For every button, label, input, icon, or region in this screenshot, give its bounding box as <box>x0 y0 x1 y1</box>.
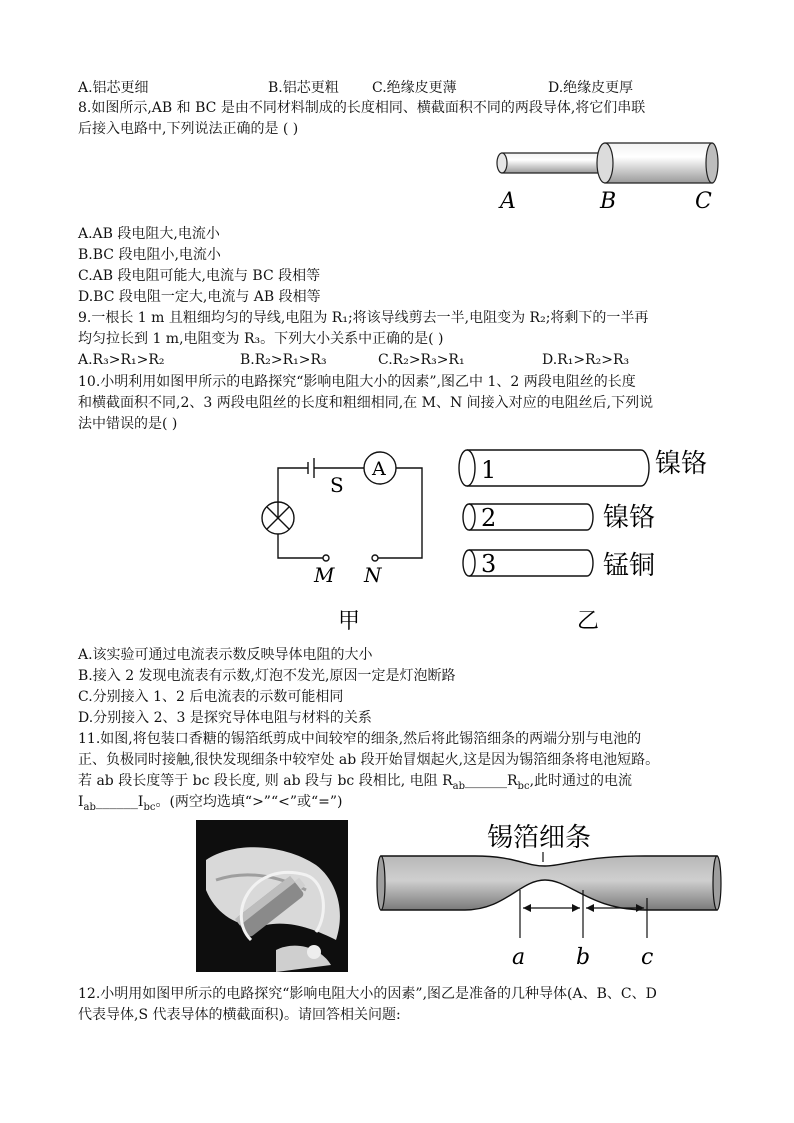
q10-option-d: D.分别接入 2、3 是探究导体电阻与材料的关系 <box>78 710 372 726</box>
q10-terminal-m: M <box>314 563 335 587</box>
q11-figure-title: 锡箔细条 <box>487 823 592 853</box>
q8-option-c: C.AB 段电阻可能大,电流与 BC 段相等 <box>78 268 321 284</box>
q8-option-b: B.BC 段电阻小,电流小 <box>78 247 221 263</box>
q11-blank-1[interactable]: ______ <box>465 773 507 789</box>
q8-stem-line1: 8.如图所示,AB 和 BC 是由不同材料制成的长度相同、横截面积不同的两段导体,将它们串联 <box>78 100 646 116</box>
q10-wire3-num: 3 <box>481 550 497 578</box>
q11-point-b: b <box>576 945 591 970</box>
q10-wire2-material: 镍铬 <box>603 503 656 533</box>
q7-option-c: C.绝缘皮更薄 <box>372 80 457 96</box>
q10-caption-jia: 甲 <box>338 609 361 634</box>
q7-option-b: B.铝芯更粗 <box>268 80 339 96</box>
q11-stem-line4 <box>78 792 343 818</box>
q10-stem-line1: 10.小明利用如图甲所示的电路探究“影响电阻大小的因素”,图乙中 1、2 两段电阻丝的长度 <box>78 374 636 390</box>
q10-switch-label: S <box>330 473 344 497</box>
q10-wire1-material: 镍铬 <box>655 449 708 479</box>
q10-option-b: B.接入 2 发现电流表有示数,灯泡不发光,原因一定是灯泡断路 <box>78 668 456 684</box>
q8-option-a: A.AB 段电阻大,电流小 <box>78 226 220 242</box>
q8-label-b: B <box>600 189 617 214</box>
q11-r-bc: R <box>507 773 518 789</box>
q7-option-a: A.铝芯更细 <box>78 80 149 96</box>
q11-point-a: a <box>512 945 526 970</box>
q10-wire2-num: 2 <box>481 504 497 532</box>
q11-sub-bc2: bc <box>143 801 156 813</box>
q10-stem-line2: 和横截面积不同,2、3 两段电阻丝的长度和粗细相同,在 M、N 间接入对应的电阻丝后,下列说 <box>78 395 654 411</box>
q11-sub-ab: ab <box>452 780 465 792</box>
q9-option-a: A.R₃>R₁>R₂ <box>78 352 165 368</box>
q11-blank-2[interactable]: ______ <box>95 794 138 810</box>
q8-stem-line2: 后接入电路中,下列说法正确的是 ( ) <box>78 121 299 137</box>
q11-stem-line2: 正、负极同时接触,很快发现细条中较窄处 ab 段开始冒烟起火,这是因为锡箔细条将电池短路。 <box>78 752 660 768</box>
q8-conductor-figure <box>490 138 725 218</box>
q10-caption-yi: 乙 <box>577 609 600 634</box>
q11-line3-end: ,此时通过的电流 <box>529 773 633 789</box>
q11-point-c: c <box>641 945 654 970</box>
q11-line4-end: 。(两空均选填“>”“<”或“=”) <box>155 794 343 810</box>
q8-option-d: D.BC 段电阻一定大,电流与 AB 段相等 <box>78 289 321 305</box>
q11-battery-photo <box>196 820 348 972</box>
q11-line3-text: 若 ab 段长度等于 bc 段长度, 则 ab 段与 bc 段相比, 电阻 R <box>78 773 453 789</box>
q9-stem-line1: 9.一根长 1 m 且粗细均匀的导线,电阻为 R₁;将该导线剪去一半,电阻变为 R₂;将剩下的一半再 <box>78 310 649 326</box>
q9-option-d: D.R₁>R₂>R₃ <box>542 352 630 368</box>
q8-label-c: C <box>695 189 712 214</box>
q10-stem-line3: 法中错误的是( ) <box>78 416 178 432</box>
q11-foil-strip-diagram <box>375 818 725 978</box>
q11-sub-ab2: ab <box>83 801 96 813</box>
q10-circuit-diagram <box>250 440 440 640</box>
q11-i-bc: I <box>137 794 144 810</box>
q11-i-ab: I <box>78 794 84 810</box>
q7-option-d: D.绝缘皮更厚 <box>548 80 634 96</box>
q10-terminal-n: N <box>364 563 382 587</box>
q10-wire3-material: 锰铜 <box>603 551 656 581</box>
q8-label-a: A <box>500 189 516 214</box>
q10-wire1-num: 1 <box>481 456 497 484</box>
q9-stem-line2: 均匀拉长到 1 m,电阻变为 R₃。下列大小关系中正确的是( ) <box>78 331 444 347</box>
q9-option-b: B.R₂>R₁>R₃ <box>240 352 327 368</box>
q10-option-a: A.该实验可通过电流表示数反映导体电阻的大小 <box>78 647 373 663</box>
q11-sub-bc: bc <box>517 780 530 792</box>
q9-option-c: C.R₂>R₃>R₁ <box>378 352 465 368</box>
q12-stem-line2: 代表导体,S 代表导体的横截面积)。请回答相关问题: <box>78 1007 401 1023</box>
q10-wires-diagram <box>455 440 735 640</box>
q10-option-c: C.分别接入 1、2 后电流表的示数可能相同 <box>78 689 344 705</box>
q11-stem-line1: 11.如图,将包装口香糖的锡箔纸剪成中间较窄的细条,然后将此锡箔细条的两端分别与电池的 <box>78 731 642 747</box>
q12-stem-line1: 12.小明用如图甲所示的电路探究“影响电阻大小的因素”,图乙是准备的几种导体(A、B、C、D <box>78 986 657 1002</box>
q10-ammeter-label: A <box>372 458 386 480</box>
